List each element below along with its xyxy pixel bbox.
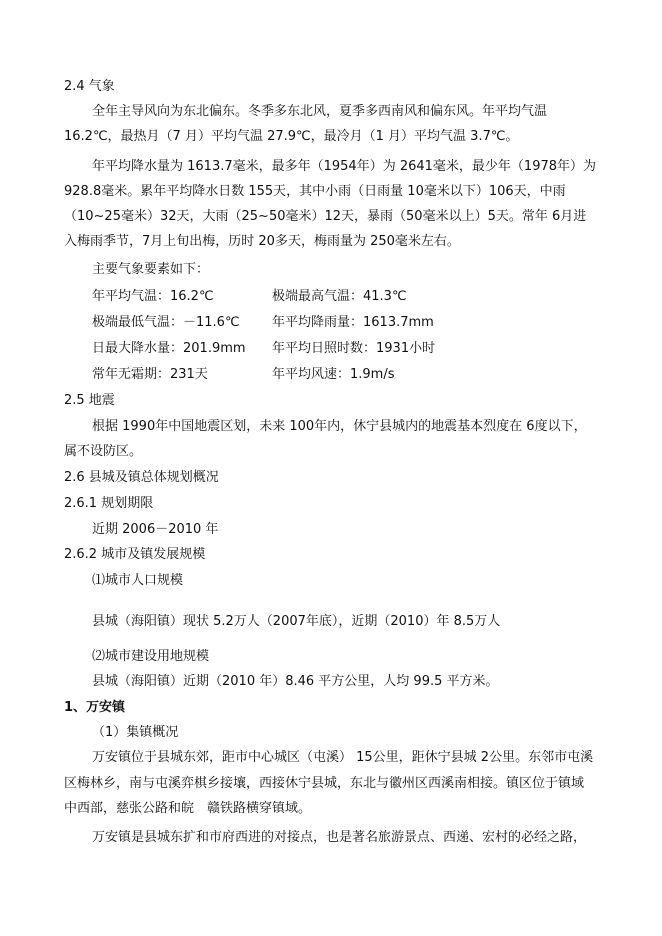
paragraph-line: 根据 1990年中国地震区划，未来 100年内，休宁县城内的地震基本烈度在 6度以下，	[92, 419, 587, 434]
element-right: 极端最高气温：41.3℃	[272, 289, 407, 304]
paragraph-line: 区梅林乡，南与屯溪弈棋乡接壤，西接休宁县城，东北与徽州区西溪南相接。镇区位于镇域	[64, 776, 585, 791]
element-right: 年平均日照时数：1931小时	[272, 341, 436, 356]
element-left: 年平均气温：16.2℃	[92, 289, 214, 304]
paragraph-line: 16.2℃，最热月（7 月）平均气温 27.9℃，最冷月（1 月）平均气温 3.7℃。	[64, 129, 519, 144]
paragraph-line: 万安镇是县城东扩和市府西进的对接点，也是著名旅游景点、西递、宏村的必经之路，	[92, 830, 587, 845]
paragraph-line: 全年主导风向为东北偏东。冬季多东北风，夏季多西南风和偏东风。年平均气温	[92, 104, 548, 119]
element-right: 年平均降雨量：1613.7mm	[272, 315, 434, 330]
section-heading-2-6: 2.6 县城及镇总体规划概况	[64, 470, 219, 485]
list-item-text: 县城（海阳镇）现状 5.2万人（2007年底），近期（2010）年 8.5万人	[92, 614, 501, 629]
element-right: 年平均风速：1.9m/s	[272, 367, 395, 382]
paragraph-line: 年平均降水量为 1613.7毫米，最多年（1954年）为 2641毫米，最少年（1978年）为	[92, 159, 597, 174]
paragraph-line: 属不设防区。	[64, 444, 143, 459]
paragraph-line: 中西部，慈张公路和皖 赣铁路横穿镇域。	[64, 801, 312, 816]
element-left: 日最大降水量：201.9mm	[92, 341, 246, 356]
plan-period-text: 近期 2006－2010 年	[92, 522, 219, 537]
paragraph-line: 入梅雨季节，7月上旬出梅，历时 20多天，梅雨量为 250毫米左右。	[64, 234, 460, 249]
elements-title: 主要气象要素如下：	[92, 262, 210, 277]
paragraph-line: （10~25毫米）32天，大雨（25~50毫米）12天，暴雨（50毫米以上）5天。常年 6月进	[64, 209, 587, 224]
element-left: 常年无霜期：231天	[92, 367, 208, 382]
paragraph-line: 万安镇位于县城东郊，距市中心城区（屯溪） 15公里，距休宁县城 2公里。东邻市屯溪	[92, 750, 594, 765]
subsection-heading: 2.6.2 城市及镇发展规模	[64, 547, 206, 562]
element-left: 极端最低气温：－11.6℃	[92, 315, 240, 330]
section-heading-wanan: 1、万安镇	[64, 700, 126, 715]
subsection-heading: （1）集镇概况	[92, 725, 179, 740]
list-item-title: ⑴城市人口规模	[92, 573, 184, 588]
section-heading-2-4: 2.4 气象	[64, 79, 115, 94]
paragraph-line: 928.8毫米。累年平均降水日数 155天，其中小雨（日雨量 10毫米以下）106天，中雨	[64, 184, 566, 199]
subsection-heading: 2.6.1 规划期限	[64, 496, 154, 511]
section-heading-2-5: 2.5 地震	[64, 393, 115, 408]
list-item-text: 县城（海阳镇）近期（2010 年）8.46 平方公里，人均 99.5 平方米。	[92, 674, 499, 689]
list-item-title: ⑵城市建设用地规模	[92, 649, 210, 664]
